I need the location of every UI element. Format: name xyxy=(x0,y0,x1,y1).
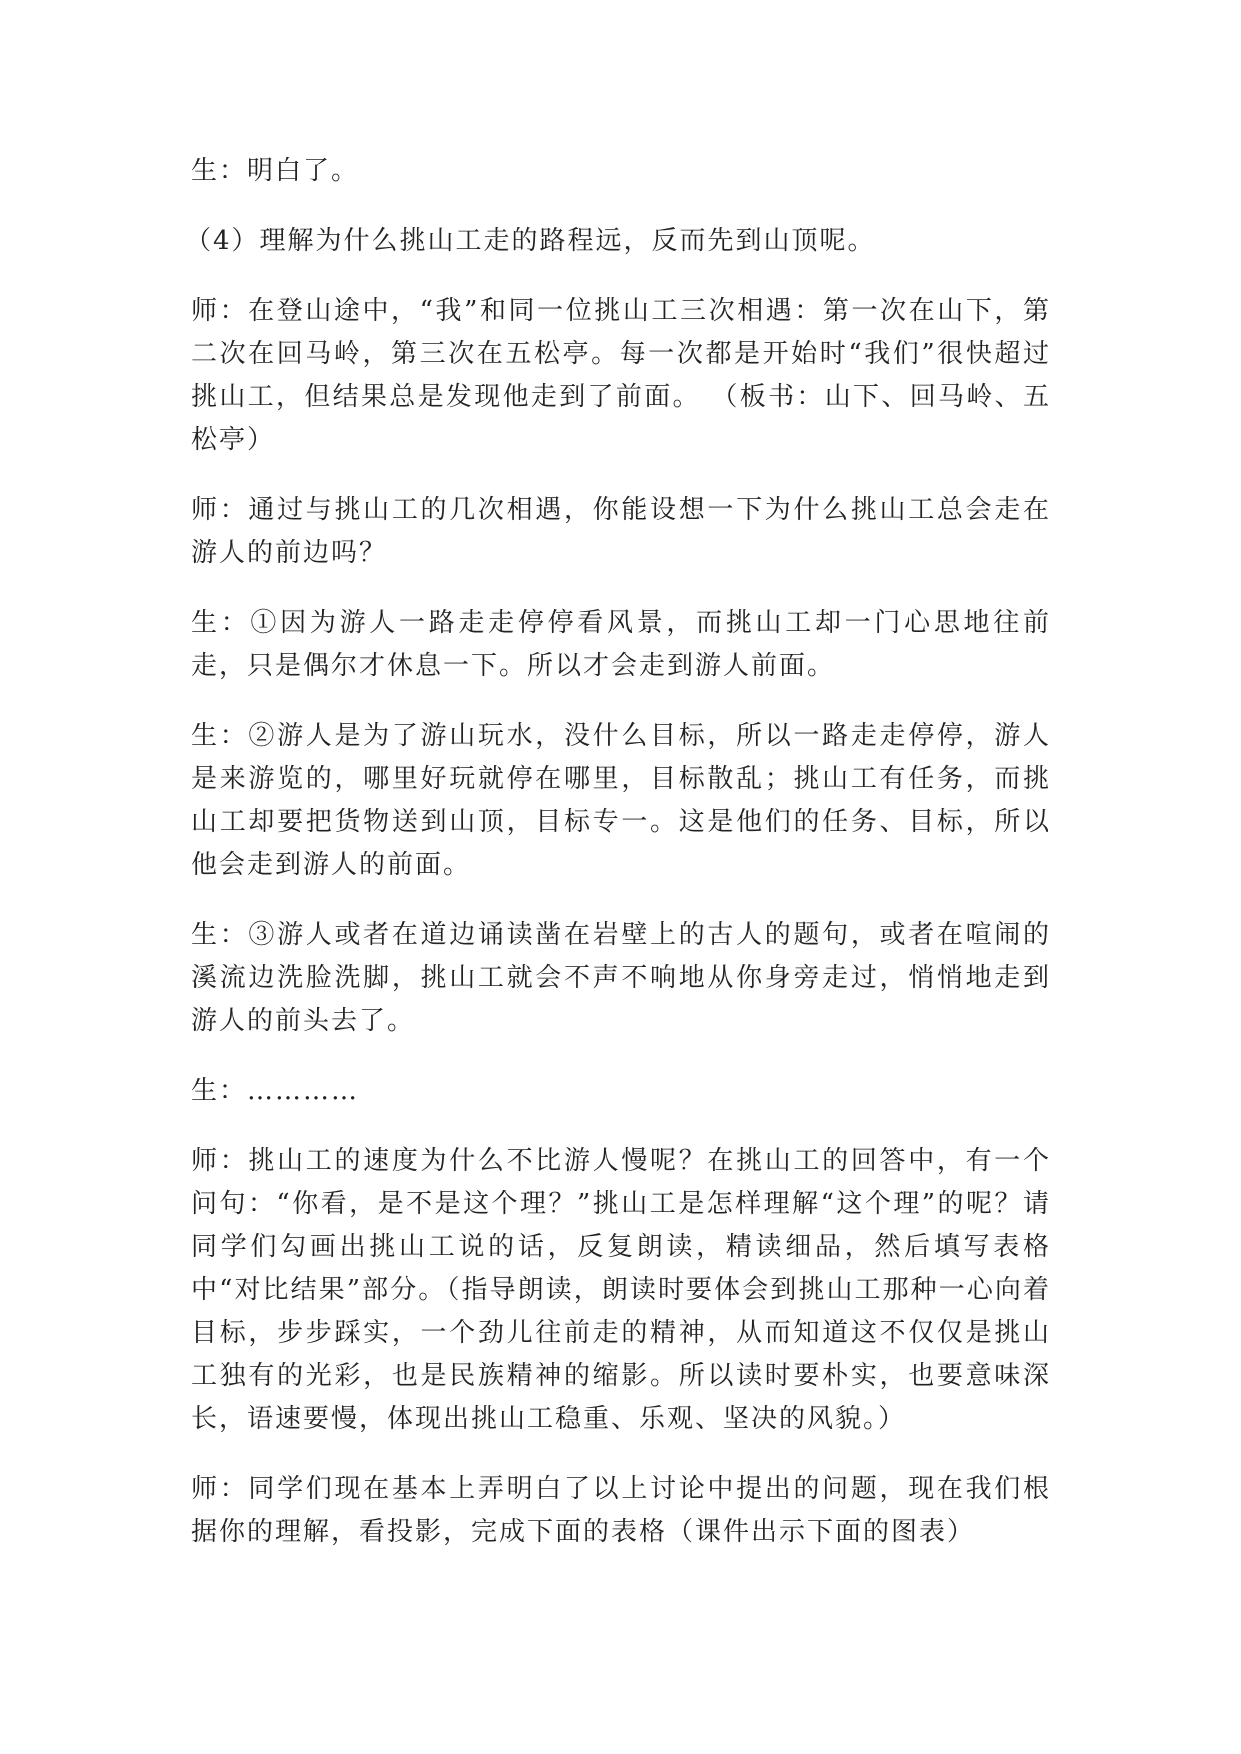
paragraph-teacher-three-encounters: 师：在登山途中，“我”和同一位挑山工三次相遇：第一次在山下，第二次在回马岭，第三次在五松亭。每一次都是开始时“我们”很快超过挑山工，但结果总是发现他走到了前面。 （板书：山下、回马岭、五松亭） xyxy=(191,296,1051,455)
paragraph-student-ellipsis: 生：………… xyxy=(191,1076,360,1106)
paragraph-teacher-complete-table: 师：同学们现在基本上弄明白了以上讨论中提出的问题，现在我们根据你的理解，看投影，完成下面的表格（课件出示下面的图表） xyxy=(191,1474,1051,1547)
paragraph-student-answer-1: 生：①因为游人一路走走停停看风景，而挑山工却一门心思地往前走，只是偶尔才休息一下。所以才会走到游人前面。 xyxy=(191,608,1051,681)
paragraph-student-understood: 生：明白了。 xyxy=(191,156,360,186)
paragraph-teacher-imagine-why: 师：通过与挑山工的几次相遇，你能设想一下为什么挑山工总会走在游人的前边吗？ xyxy=(191,495,1051,568)
paragraph-student-answer-2: 生：②游人是为了游山玩水，没什么目标，所以一路走走停停，游人是来游览的，哪里好玩就停在哪里，目标散乱；挑山工有任务，而挑山工却要把货物送到山顶，目标专一。这是他们的任务、目标，所以他会走到游人的前面。 xyxy=(191,721,1051,880)
document-body xyxy=(185,150,1051,1581)
paragraph-student-answer-3: 生：③游人或者在道边诵读凿在岩壁上的古人的题句，或者在喧闹的溪流边洗脸洗脚，挑山工就会不声不响地从你身旁走过，悄悄地走到游人的前头去了。 xyxy=(191,920,1051,1036)
paragraph-question-4: （4）理解为什么挑山工走的路程远，反而先到山顶呢。 xyxy=(185,226,876,256)
paragraph-teacher-speed-question: 师：挑山工的速度为什么不比游人慢呢？在挑山工的回答中，有一个问句：“你看，是不是这个理？”挑山工是怎样理解“这个理”的呢？请同学们勾画出挑山工说的话，反复朗读，精读细品，然后填写表格中“对比结果”部分。（指导朗读，朗读时要体会到挑山工那种一心向着目标，步步踩实，一个劲儿往前走的精神，从而知道这不仅仅是挑山工独有的光彩，也是民族精神的缩影。所以读时要朴实，也要意味深长，语速要慢，体现出挑山工稳重、乐观、坚决的风貌。） xyxy=(191,1146,1051,1434)
